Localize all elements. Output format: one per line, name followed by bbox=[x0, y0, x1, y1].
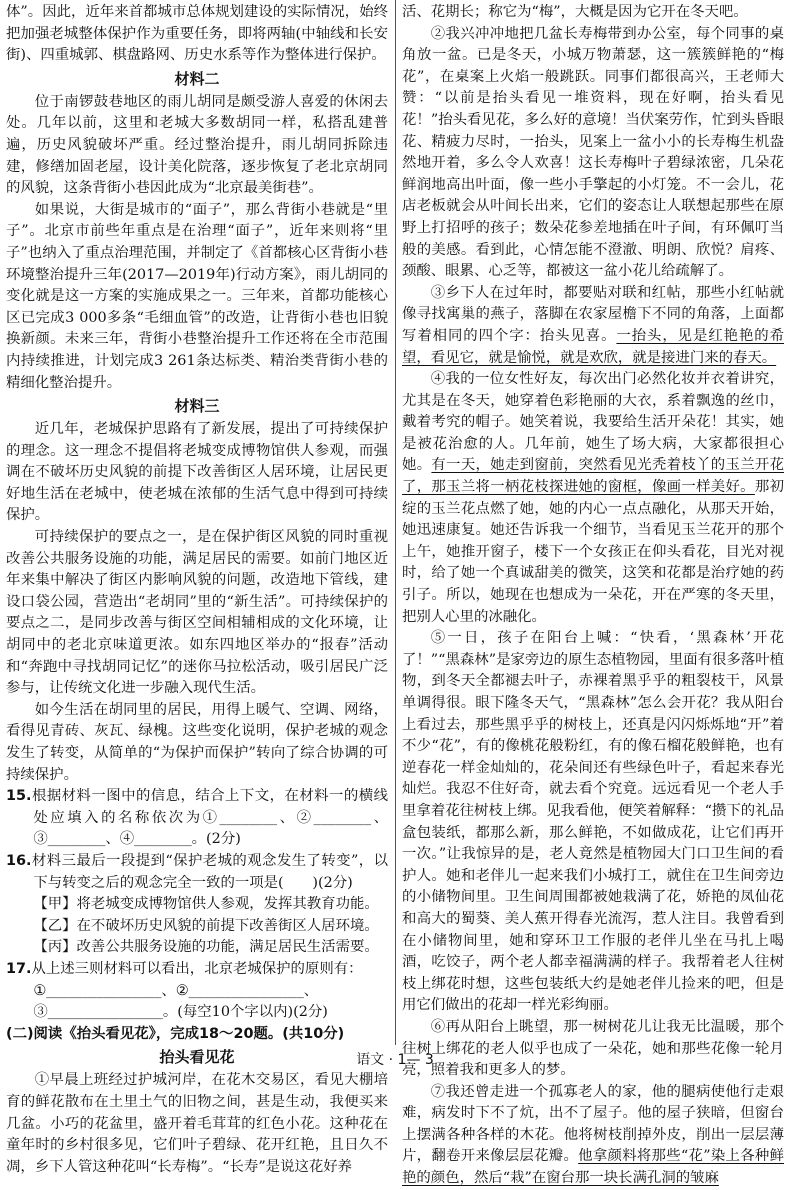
story-paragraph: 活、花期长；称它为“梅”，大概是因为它开在冬天吧。 bbox=[402, 4, 748, 20]
right-column bbox=[402, 2, 784, 1190]
material-two-paragraph: 如果说，大街是城市的“面子”，那么背街小巷就是“里子”。北京市前些年重点是在治理“面子”，近年来则将“里子”也纳入了重点治理范围，并制定了《首都核心区背街小巷环境整治提升三年(2017—2019年)行动方案》，雨儿胡同的变化就是这一方案的实施成果之一。三年来，首都功能核心区已完成3 000多条“毛细血管”的改造，让背街小巷也旧貌换新颜。未来三年，背街小巷整治提升工作还将在全市范围内持续推进，计划完成3 261条达标类、精治类背街小巷的精细化整治提升。 bbox=[6, 201, 388, 391]
column-divider bbox=[395, 0, 396, 1045]
question-15 bbox=[6, 786, 388, 851]
story-title: 抬头看见花 bbox=[159, 1048, 235, 1067]
option-yi: 【乙】在不破坏历史风貌的前提下改善街区人居环境。 bbox=[33, 917, 379, 934]
underlined-sentence: 一抬头，见是红艳艳的希望，看见它，就是愉悦，就是欢欣，就是接进门来的春天。 bbox=[402, 327, 784, 366]
material-three-paragraph: 可持续保护的要点之一，是在保护街区风貌的同时重视改善公共服务设施的功能，满足居民的需要。如前门地区近年来集中解决了街区内影响风貌的问题，改造地下管线，建设口袋公园，营造出“老胡同”里的“新生活”。可持续保护的要点之二，是同步改善与街区空间相辅相成的文化环境，让胡同中的老北京味道更浓。如东四地区举办的“报春”活动和“奔跑中寻找胡同记忆”的迷你马拉松活动，吸引居民广泛参与，让传统文化进一步融入现代生活。 bbox=[6, 529, 388, 697]
question-number: 15. bbox=[6, 788, 32, 805]
material-one-tail: 体”。因此，近年来首都城市总体规划建设的实际情况，始终把加强老城整体保护作为重要任务，即将两轴(中轴线和长安街)、四重城郭、棋盘路网、历史水系等作为整体进行保护。 bbox=[6, 4, 388, 64]
story-paragraph bbox=[402, 1082, 784, 1190]
answer-blanks: ①________________、②________________、 bbox=[33, 982, 319, 999]
left-column bbox=[6, 2, 388, 1178]
page-footer: 语文 · 1— 3 bbox=[356, 1052, 434, 1068]
question-number: 16. bbox=[6, 852, 32, 869]
option-bing: 【丙】改善公共服务设施的功能，满足居民生活需要。 bbox=[33, 939, 379, 956]
story-paragraph: ②我兴冲冲地把几盆长寿梅带到办公室，每个同事的桌角放一盆。已是冬天，小城万物萧瑟，这一簇簇鲜艳的“梅花”，在桌案上火焰一般跳跃。同事们都很高兴，王老师大赞：“以前是抬头看见一堆资料，现在好啊，抬头看见花！”抬头看见花，多么好的意境！当伏案劳作，忙到头昏眼花、精疲力尽时，一抬头，见案上一盆小小的长寿梅生机盎然地开着，多么令人欢喜！这长寿梅叶子碧绿浓密，几朵花鲜润地高出叶面，像一些小手擎起的小灯笼。不一会儿，花店老板就会从叶间长出来，它们的姿态让人联想起那些在原野上打招呼的孩子；数朵花参差地插在叶子间，有环佩叮当般的美感。看到此，心情怎能不澄澈、明朗、欣悦？肩疼、颈酸、眼累、心乏等，都被这一盆小花儿给疏解了。 bbox=[402, 25, 784, 280]
option-jia: 【甲】将老城变成博物馆供人参观，发挥其教育功能。 bbox=[33, 896, 379, 913]
question-17 bbox=[6, 959, 388, 981]
question-text: 从上述三则材料可以看出，北京老城保护的原则有： bbox=[31, 960, 363, 977]
question-16 bbox=[6, 851, 388, 894]
material-two-title: 材料二 bbox=[174, 69, 220, 88]
underlined-sentence: 他拿颜料将那些“花”染上各种鲜艳的颜色，然后“栽”在窗台那一块长满孔洞的皱麻 bbox=[402, 1148, 784, 1187]
material-three-paragraph: 如今生活在胡同里的居民，用得上暖气、空调、网络，看得见青砖、灰瓦、绿槐。这些变化说明，保护老城的观念发生了转变，从简单的“为保护而保护”转向了综合协调的可持续保护。 bbox=[6, 701, 388, 783]
paragraph-text: ⑦我还曾走进一个孤寡老人的家，他的腿病使他行走艰难，病发时下不了炕，出不了屋子。他的屋子狭暗，但窗台上摆满各种各样的木花。他将树枝削掉外皮，削出一层层薄片，翻卷开来像层层花瓣。 bbox=[402, 1083, 784, 1165]
story-paragraph bbox=[402, 369, 784, 628]
story-paragraph: ⑤一日，孩子在阳台上喊：“快看，‘黑森林’开花了！”“黑森林”是家旁边的原生态植物园，里面有很多落叶植物，到冬天全都褪去叶子，赤裸着黑乎乎的粗裂枝干，风景单调得很。眼下隆冬天气，“黑森林”怎么会开花？我从阳台上看过去，那些黑乎乎的树枝上，还真是闪闪烁烁地“开”着不少“花”，有的像桃花般粉红，有的像石榴花般鲜艳，也有逆春花一样金灿灿的，花朵间还有些绿色叶子，看起来春光灿烂。我忍不住好奇，就去看个究竟。远远看见一个老人手里拿着花往树枝上绑。见我看他，便笑着解释：“攒下的礼品盒包装纸，都那么新，那么鲜艳，不如做成花，让它们再开一次。”让我惊异的是，老人竟然是植物园大门口卫生间的看护人。她和老伴儿一起来我们小城打工，就住在卫生间旁边的小储物间里。卫生间周围都被她栽满了花，娇艳的凤仙花和高大的蜀葵、美人蕉开得春光流泻，惹人注目。我曾看到在小储物间里，她和穿环卫工作服的老伴儿坐在马扎上喝酒，吃饺子，两个老人都幸福满满的样子。我帮着老人往树枝上绑花时想，这些包装纸大约是她老伴儿捡来的吧，但是用它们做出的花却一样光彩绚丽。 bbox=[402, 630, 784, 1014]
question-text: 材料三最后一段提到“保护老城的观念发生了转变”，以下与转变之后的观念完全一致的一项是( )(2分) bbox=[31, 852, 388, 891]
paragraph-text: 那初绽的玉兰花点燃了她，她的内心一点点融化，从那天开始，她迅速康复。她还告诉我一个细节，当看见玉兰花开的那个上午，她推开窗子，楼下一个女孩正在仰头看花，目光对视时，给了她一个真诚甜美的微笑，这笑和花都是治疗她的药引子。所以，她现在也想成为一朵花，开在严寒的冬天里，把别人心里的冰融化。 bbox=[402, 479, 784, 625]
story-paragraph: ①早晨上班经过护城河岸，在花木交易区，看见大棚培育的鲜花散布在土里土气的旧物之间，甚是生动，我便买来几盆。小巧的花盆里，盛开着毛茸茸的红色小花。这种花在童年时的乡村很多见，它们叶子碧绿、花开红艳，且日久不凋，乡下人管这种花叫“长寿梅”。“长寿”是说这花好养 bbox=[6, 1072, 388, 1175]
paragraph-text: ④我的一位女性好友，每次出门必然化妆并衣着讲究，尤其是在冬天，她穿着色彩艳丽的大衣，系着飘逸的丝巾，戴着考究的帽子。她笑着说，我要给生活开朵花！其实，她是被花治愈的人。几年前，她生了场大病，大家都很担心她。 bbox=[402, 371, 784, 474]
paragraph-text: ③乡下人在过年时，都要贴对联和红帖，那些小红帖就像寻找寓巢的燕子，落脚在农家屋檐下不同的角落，上面都写着相同的四个字：抬头见喜。 bbox=[402, 284, 784, 344]
question-number: 17. bbox=[6, 960, 32, 977]
story-paragraph: ⑥再从阳台上眺望，那一树树花儿让我无比温暖，那个往树上绑花的老人似乎也成了一朵花，她和那些花像一轮月亮，照着我和更多人的梦。 bbox=[402, 1018, 784, 1079]
section-heading: (二)阅读《抬头看见花》，完成18～20题。(共10分) bbox=[6, 1025, 345, 1042]
material-two-paragraph: 位于南锣鼓巷地区的雨儿胡同是颇受游人喜爱的休闲去处。几年以前，这里和老城大多数胡同一样，私搭乱建普遍，历史风貌破坏严重。经过整治提升，雨儿胡同拆除违建，修缮加固老屋，设计美化院落，逐步恢复了老北京胡同的风貌，这条背街小巷因此成为“北京最美街巷”。 bbox=[6, 93, 388, 197]
underlined-sentence: 有一天，她走到窗前，突然看见光秃着枝丫的玉兰开花了，那玉兰将一柄花枝探进她的窗框，像画一样美好。 bbox=[402, 457, 784, 496]
material-three-title: 材料三 bbox=[174, 397, 220, 416]
question-text: 根据材料一图中的信息，结合上下文，在材料一的横线处应填入的名称依次为①________、②________、③________、④________。(2分) bbox=[31, 788, 388, 848]
material-three-paragraph: 近几年，老城保护思路有了新发展，提出了可持续保护的理念。这一理念不提倡将老城变成博物馆供人参观，而强调在不破坏历史风貌的前提下改善街区人居环境，让居民更好地生活在老城中，使老城在浓郁的生活气息中得到可持续保护。 bbox=[6, 421, 388, 524]
story-paragraph bbox=[402, 283, 784, 369]
answer-blanks: ③________________。(每空10个字以内)(2分) bbox=[33, 1004, 328, 1021]
